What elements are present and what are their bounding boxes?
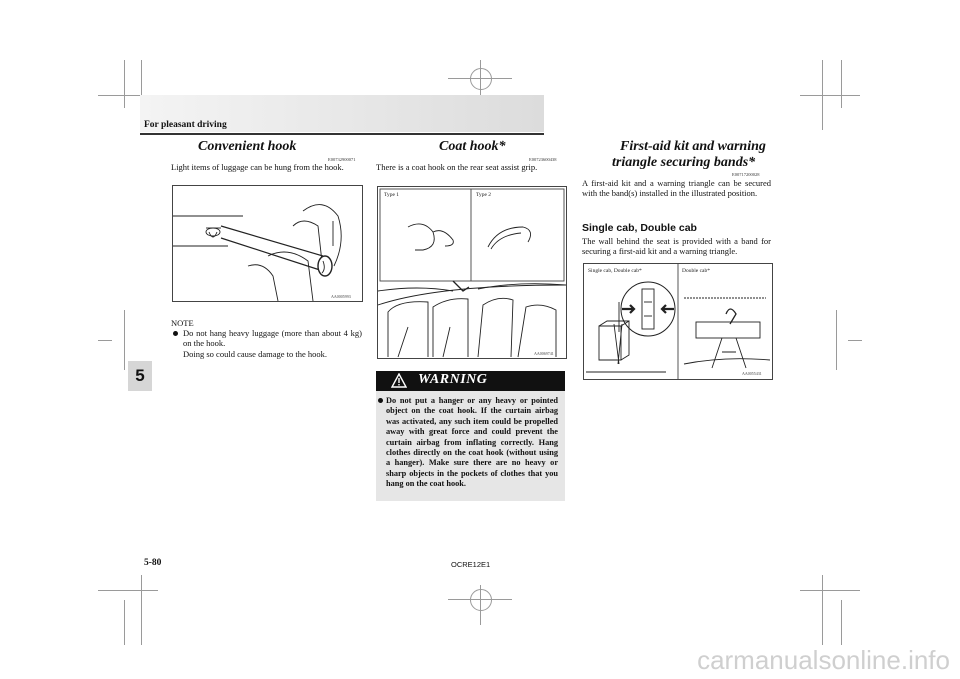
header-rule <box>140 133 544 135</box>
coat-hook-intro: There is a coat hook on the rear seat assist grip. <box>376 162 538 172</box>
first-aid-figure-code: AA0055431 <box>742 371 762 376</box>
coat-hook-illustration <box>378 187 566 358</box>
warning-title: WARNING <box>418 372 488 387</box>
note-text-2: Doing so could cause damage to the hook. <box>183 349 327 359</box>
first-aid-illustration <box>584 264 772 379</box>
convenient-hook-figure-code: AA0005993 <box>331 294 351 299</box>
note-label: NOTE <box>171 318 194 328</box>
convenient-hook-code: E00732900071 <box>328 157 356 162</box>
single-double-cab-heading: Single cab, Double cab <box>582 222 697 234</box>
chapter-tab: 5 <box>128 361 152 391</box>
warning-text: Do not put a hanger or any heavy or pointed object on the coat hook. If the curtain airbag was activated, any such item could be propelled away with great force and could prevent the curtain airbag from inflating correctly. Hang clothes directly on the coat hook (without using a hanger). Make sure there are no heavy or sharp objects in the pockets of clothes that you hang on the coat hook. <box>386 396 558 489</box>
note-text: Do not hang heavy luggage (more than about 4 kg) on the hook. <box>183 328 362 349</box>
coat-hook-code: E00723600438 <box>529 157 557 162</box>
first-aid-code: E00717200028 <box>732 172 760 177</box>
convenient-hook-illustration <box>173 186 362 301</box>
watermark: carmanualsonline.info <box>697 645 950 675</box>
document-code: OCRE12E1 <box>451 560 491 569</box>
single-double-cab-text: The wall behind the seat is provided with a band for securing a first-aid kit and a warning triangle. <box>582 236 771 257</box>
warning-bullet <box>378 398 383 403</box>
convenient-hook-heading: Convenient hook <box>198 139 297 154</box>
type1-label: Type 1 <box>384 192 400 198</box>
coat-hook-figure-code: AA0069741 <box>534 351 554 356</box>
convenient-hook-intro: Light items of luggage can be hung from the hook. <box>171 162 344 172</box>
type2-label: Type 2 <box>476 192 492 198</box>
first-aid-left-label: Single cab, Double cab* <box>588 268 642 274</box>
first-aid-right-label: Double cab* <box>682 268 710 274</box>
first-aid-heading-line2: triangle securing bands* <box>612 155 756 170</box>
note-bullet <box>173 331 178 336</box>
first-aid-intro: A first-aid kit and a warning triangle can be secured with the band(s) installed in the illustrated position. <box>582 178 771 199</box>
first-aid-heading-line1: First-aid kit and warning <box>620 139 766 154</box>
convenient-hook-figure <box>172 185 363 302</box>
first-aid-figure <box>583 263 773 380</box>
coat-hook-heading: Coat hook* <box>439 139 506 154</box>
page-number: 5-80 <box>144 558 162 568</box>
warning-triangle-icon <box>391 373 407 388</box>
section-title: For pleasant driving <box>144 120 227 130</box>
coat-hook-figure <box>377 186 567 359</box>
